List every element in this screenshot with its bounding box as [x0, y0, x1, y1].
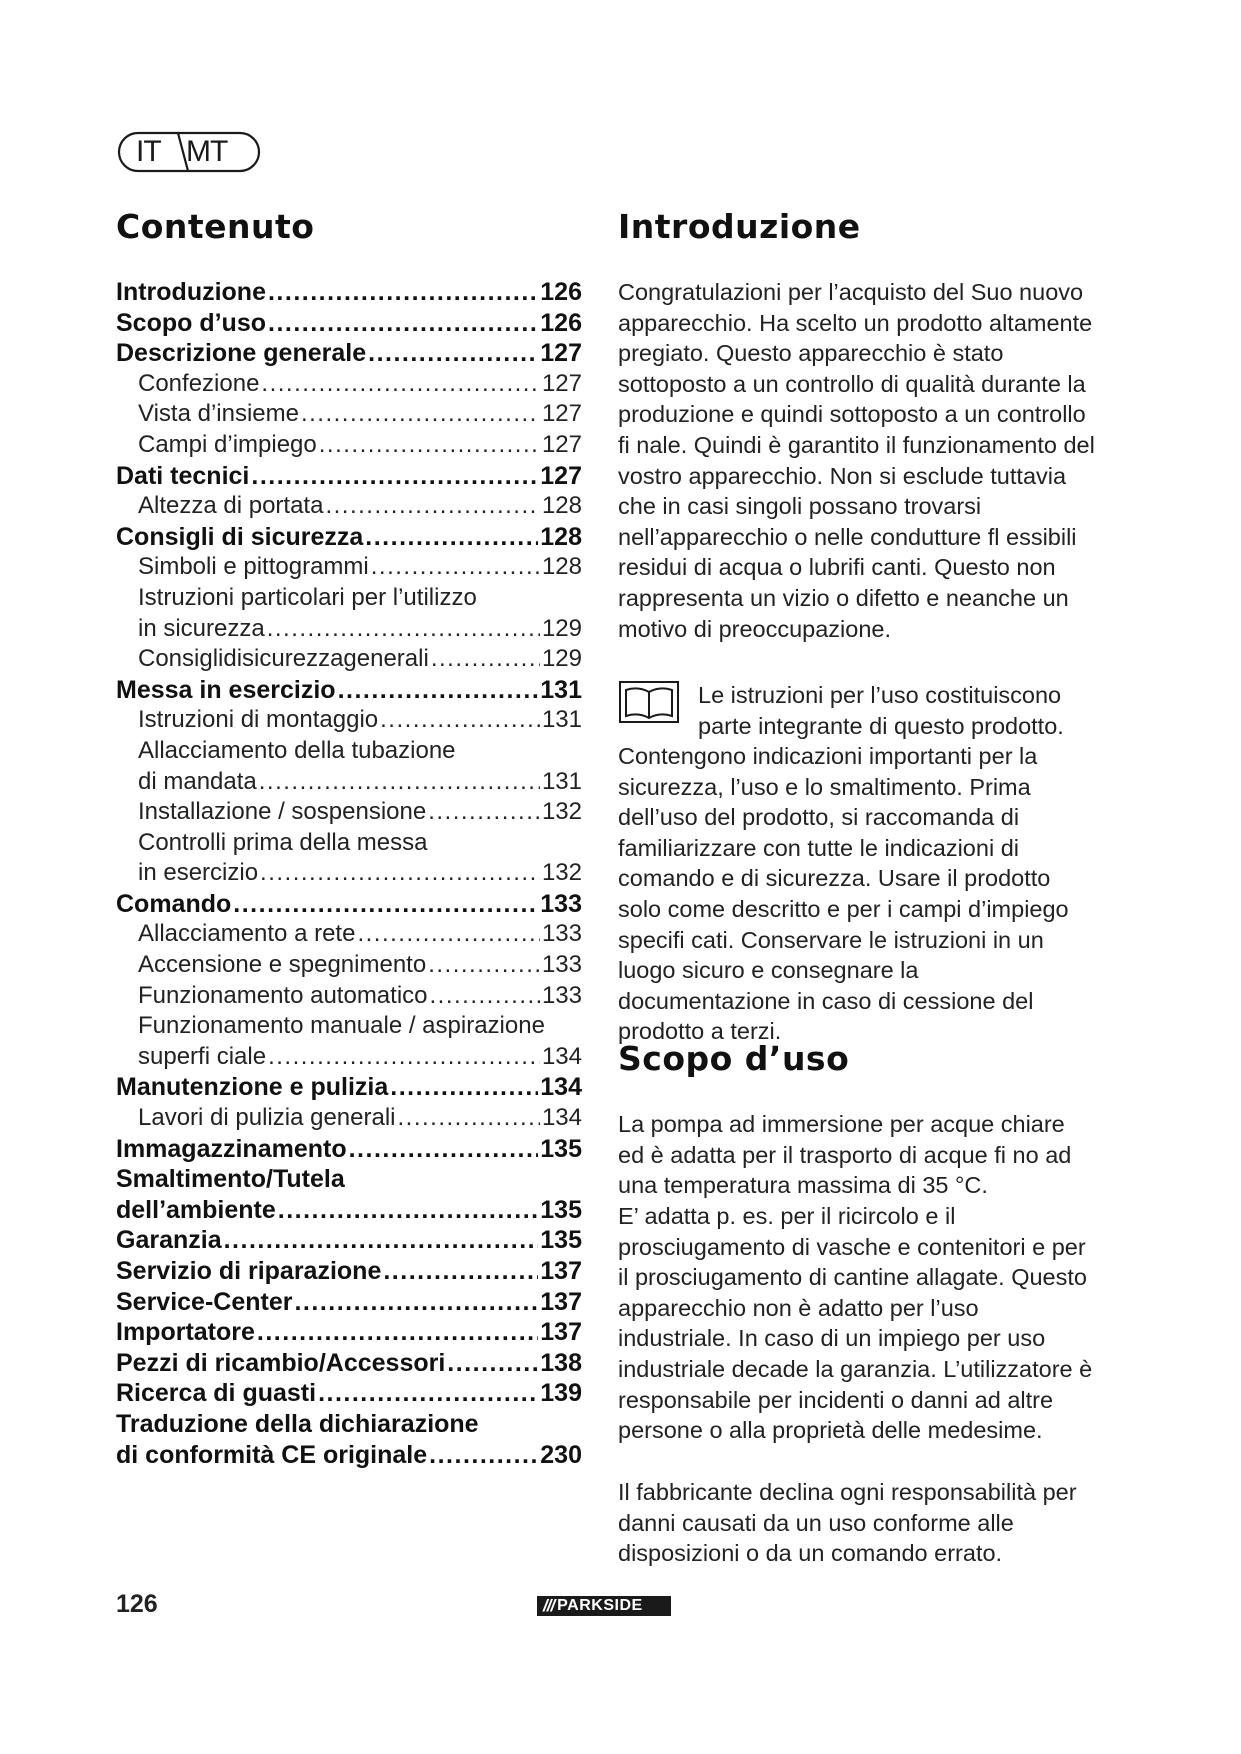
language-code-mt: MT	[186, 135, 228, 168]
toc-entry-page: 129	[541, 645, 582, 673]
toc-entry	[116, 430, 582, 461]
logo-mark: ///	[543, 1596, 555, 1615]
manual-note-lead: Le istruzioni per l’uso costituiscono parte integrante di questo prodotto.	[698, 682, 1064, 739]
toc-entry-page: 127	[541, 369, 582, 397]
toc-entry-label: Lavori di pulizia generali	[138, 1104, 396, 1132]
toc-entry	[116, 858, 582, 889]
toc-entry	[116, 828, 582, 859]
scopo-paragraph-1: La pompa ad immersione per acque chiare ed è adatta per il trasporto di acque fi no ad una temperatura massima di 35 °C.	[618, 1111, 1072, 1199]
toc-entry-page: 230	[540, 1440, 582, 1469]
toc-entry-label: Controlli prima della messa	[138, 828, 428, 856]
toc-entry	[116, 308, 582, 339]
toc-entry-page: 134	[541, 1104, 582, 1132]
toc-entry	[116, 1103, 582, 1134]
toc-entry	[116, 1440, 582, 1471]
toc-entry	[116, 675, 582, 706]
intro-title: Introduzione	[618, 207, 861, 246]
toc-entry-label: Allacciamento a rete	[138, 920, 356, 948]
toc-entry-label: Funzionamento manuale / aspirazione	[138, 1012, 545, 1040]
toc-dot-leader	[430, 981, 540, 1012]
scopo-paragraph-3: Il fabbricante declina ogni responsabilità per danni causati da un uso conforme alle disposizioni o da un comando errato.	[618, 1479, 1077, 1567]
toc-entry-label: Campi d’impiego	[138, 430, 317, 458]
toc-entry	[116, 1348, 582, 1379]
toc-entry	[116, 950, 582, 981]
toc-entry-label: Istruzioni di montaggio	[138, 706, 379, 734]
toc-entry	[116, 338, 582, 369]
toc-entry	[116, 705, 582, 736]
toc-entry-label: Introduzione	[116, 278, 266, 306]
toc-entry-label: Immagazzinamento	[116, 1134, 347, 1163]
toc-entry-label: Confezione	[138, 369, 260, 397]
toc-dot-leader	[268, 277, 538, 308]
toc-entry-label: Smaltimento/Tutela	[116, 1165, 345, 1194]
toc-dot-leader	[259, 767, 540, 798]
toc-entry-label: Traduzione della dichiarazione	[116, 1409, 479, 1438]
toc-entry-label: Consiglidisicurezzagenerali	[138, 645, 429, 673]
toc-entry-page: 127	[540, 461, 582, 490]
toc-dot-leader	[383, 1256, 538, 1287]
toc-entry-label: in esercizio	[138, 859, 259, 887]
toc-entry-page: 135	[540, 1226, 582, 1255]
toc-entry	[116, 1287, 582, 1318]
toc-entry	[116, 1317, 582, 1348]
toc-entry-label: di conformità CE originale	[116, 1440, 428, 1469]
scopo-title: Scopo d’uso	[618, 1039, 850, 1078]
toc-dot-leader	[319, 430, 540, 461]
toc-dot-leader	[267, 614, 540, 645]
toc-dot-leader	[233, 889, 538, 920]
toc-dot-leader	[371, 552, 540, 583]
toc-dot-leader	[349, 1134, 539, 1165]
toc-entry-label: Funzionamento automatico	[138, 981, 428, 1009]
toc-dot-leader	[301, 399, 540, 430]
toc-entry-page: 126	[540, 278, 582, 306]
toc-dot-leader	[251, 461, 538, 492]
toc-entry	[116, 981, 582, 1012]
toc-entry-label: Allacciamento della tubazione	[138, 736, 456, 764]
toc-dot-leader	[390, 1072, 538, 1103]
toc-dot-leader	[380, 705, 540, 736]
toc-entry-page: 139	[540, 1379, 582, 1408]
toc-entry-label: superfi ciale	[138, 1042, 267, 1070]
toc-dot-leader	[294, 1287, 538, 1318]
toc-entry-label: Comando	[116, 889, 232, 918]
toc-entry	[116, 736, 582, 767]
toc-entry-page: 133	[541, 920, 582, 948]
toc-entry-page: 132	[541, 859, 582, 887]
toc-entry-label: in sicurezza	[138, 614, 265, 642]
toc-entry-label: Installazione / sospensione	[138, 798, 427, 826]
toc-entry-page: 129	[541, 614, 582, 642]
toc-entry-label: Service-Center	[116, 1287, 293, 1316]
toc-entry	[116, 797, 582, 828]
toc-dot-leader	[338, 675, 539, 706]
toc-entry-page: 131	[541, 706, 582, 734]
toc-entry-label: Importatore	[116, 1318, 255, 1347]
toc-dot-leader	[397, 1103, 539, 1134]
toc-entry	[116, 277, 582, 308]
toc-entry-page: 135	[540, 1134, 582, 1163]
intro-paragraph: Congratulazioni per l’acquisto del Suo nuovo apparecchio. Ha scelto un prodotto altamente pregiato. Questo apparecchio è stato sottoposto a un controllo di qualità durante la produzione e quindi sottoposto a un controllo fi nale. Quindi è garantito il funzionamento del vostro apparecchio. Non si esclude tuttavia che in casi singoli possano trovarsi nell’apparecchio o nelle condutture fl essibili residui di acqua o lubrifi canti. Questo non rappresenta un vizio o difetto e neanche un motivo di preoccupazione.	[618, 279, 1095, 642]
logo-text: PARKSIDE	[557, 1597, 643, 1614]
toc-entry	[116, 583, 582, 614]
toc-entry-label: Consigli di sicurezza	[116, 522, 364, 551]
toc-entry-label: Garanzia	[116, 1226, 222, 1255]
toc-entry	[116, 767, 582, 798]
toc-entry-page: 128	[541, 492, 582, 520]
toc-entry-page: 137	[540, 1318, 582, 1347]
toc-entry-label: Altezza di portata	[138, 492, 324, 520]
toc-entry-label: dell’ambiente	[116, 1195, 276, 1224]
toc-entry	[116, 1011, 582, 1042]
toc-entry-page: 131	[540, 675, 582, 704]
scopo-paragraph-2: E’ adatta p. es. per il ricircolo e il prosciugamento di vasche e contenitori e per il prosciugamento di cantine allagate. Questo apparecchio non è adatto per l’uso industriale. In caso di un impiego per uso industriale decade la garanzia. L’utilizzatore è responsabile per incidenti o danni ad altre persone o alla proprietà delle medesime.	[618, 1203, 1093, 1444]
toc-dot-leader	[428, 797, 540, 828]
toc-dot-leader	[368, 338, 538, 369]
toc-dot-leader	[261, 369, 540, 400]
toc-entry-page: 132	[541, 798, 582, 826]
toc-entry-page: 128	[541, 553, 582, 581]
toc-entry-label: di mandata	[138, 767, 257, 795]
toc-entry-label: Accensione e spegnimento	[138, 951, 427, 979]
toc-entry	[116, 889, 582, 920]
toc-entry-label: Descrizione generale	[116, 339, 367, 368]
table-of-contents	[116, 277, 582, 1470]
toc-entry-page: 134	[540, 1073, 582, 1102]
toc-entry-page: 128	[540, 522, 582, 551]
toc-entry-label: Servizio di riparazione	[116, 1257, 382, 1285]
toc-entry-label: Dati tecnici	[116, 461, 250, 490]
manual-note-text: Contengono indicazioni importanti per la sicurezza, l’uso e lo smaltimento. Prima dell’uso del prodotto, si raccomanda di familiarizzare con tutte le indicazioni di comando e di sicurezza. Usare il prodotto solo come descritto e per i campi d’impiego specifi cati. Conservare le istruzioni in un luogo sicuro e consegnare la documentazione in caso di cessione del prodotto a terzi.	[618, 743, 1069, 1045]
toc-entry	[116, 1378, 582, 1409]
toc-dot-leader	[278, 1195, 539, 1226]
toc-title: Contenuto	[116, 207, 315, 246]
toc-entry	[116, 1409, 582, 1440]
toc-dot-leader	[268, 1042, 540, 1073]
toc-entry	[116, 1072, 582, 1103]
toc-entry	[116, 614, 582, 645]
toc-entry	[116, 369, 582, 400]
toc-entry-page: 134	[541, 1042, 582, 1070]
toc-entry	[116, 644, 582, 675]
toc-dot-leader	[429, 1440, 538, 1471]
toc-entry-label: Messa in esercizio	[116, 675, 336, 704]
toc-entry-page: 131	[541, 767, 582, 795]
toc-entry	[116, 919, 582, 950]
toc-entry	[116, 1134, 582, 1165]
toc-entry	[116, 1042, 582, 1073]
toc-dot-leader	[268, 308, 538, 339]
toc-entry-page: 137	[540, 1287, 582, 1316]
toc-entry-page: 133	[540, 889, 582, 918]
toc-entry-page: 126	[540, 308, 582, 337]
toc-entry-page: 127	[541, 400, 582, 428]
toc-entry-page: 127	[540, 339, 582, 368]
toc-dot-leader	[447, 1348, 538, 1379]
toc-entry-label: Ricerca di guasti	[116, 1379, 317, 1408]
toc-entry-label: Vista d’insieme	[138, 400, 299, 428]
language-badge	[116, 131, 262, 173]
toc-dot-leader	[431, 644, 540, 675]
toc-dot-leader	[318, 1378, 538, 1409]
toc-entry-page: 133	[541, 981, 582, 1009]
toc-entry	[116, 1225, 582, 1256]
toc-entry	[116, 399, 582, 430]
toc-entry-label: Scopo d’uso	[116, 308, 266, 337]
toc-entry-page: 135	[540, 1195, 582, 1224]
toc-dot-leader	[325, 491, 540, 522]
parkside-logo	[537, 1596, 671, 1616]
toc-entry	[116, 522, 582, 553]
toc-entry	[116, 461, 582, 492]
toc-dot-leader	[260, 858, 540, 889]
toc-entry-label: Simboli e pittogrammi	[138, 553, 369, 581]
toc-entry	[116, 1164, 582, 1195]
toc-entry	[116, 552, 582, 583]
toc-entry	[116, 1256, 582, 1287]
toc-entry-label: Istruzioni particolari per l’utilizzo	[138, 583, 477, 611]
toc-dot-leader	[365, 522, 538, 553]
toc-entry-page: 137	[540, 1257, 582, 1285]
toc-entry	[116, 1195, 582, 1226]
toc-dot-leader	[357, 919, 540, 950]
toc-entry-label: Manutenzione e pulizia	[116, 1073, 389, 1102]
toc-entry-page: 133	[541, 951, 582, 979]
language-code-it: IT	[136, 135, 161, 168]
toc-dot-leader	[428, 950, 540, 981]
toc-entry-label: Pezzi di ricambio/Accessori	[116, 1348, 446, 1377]
toc-dot-leader	[257, 1317, 538, 1348]
page-number: 126	[116, 1590, 158, 1618]
toc-dot-leader	[224, 1225, 539, 1256]
toc-entry-page: 127	[541, 430, 582, 458]
book-icon	[618, 680, 680, 724]
toc-entry-page: 138	[540, 1348, 582, 1377]
toc-entry	[116, 491, 582, 522]
